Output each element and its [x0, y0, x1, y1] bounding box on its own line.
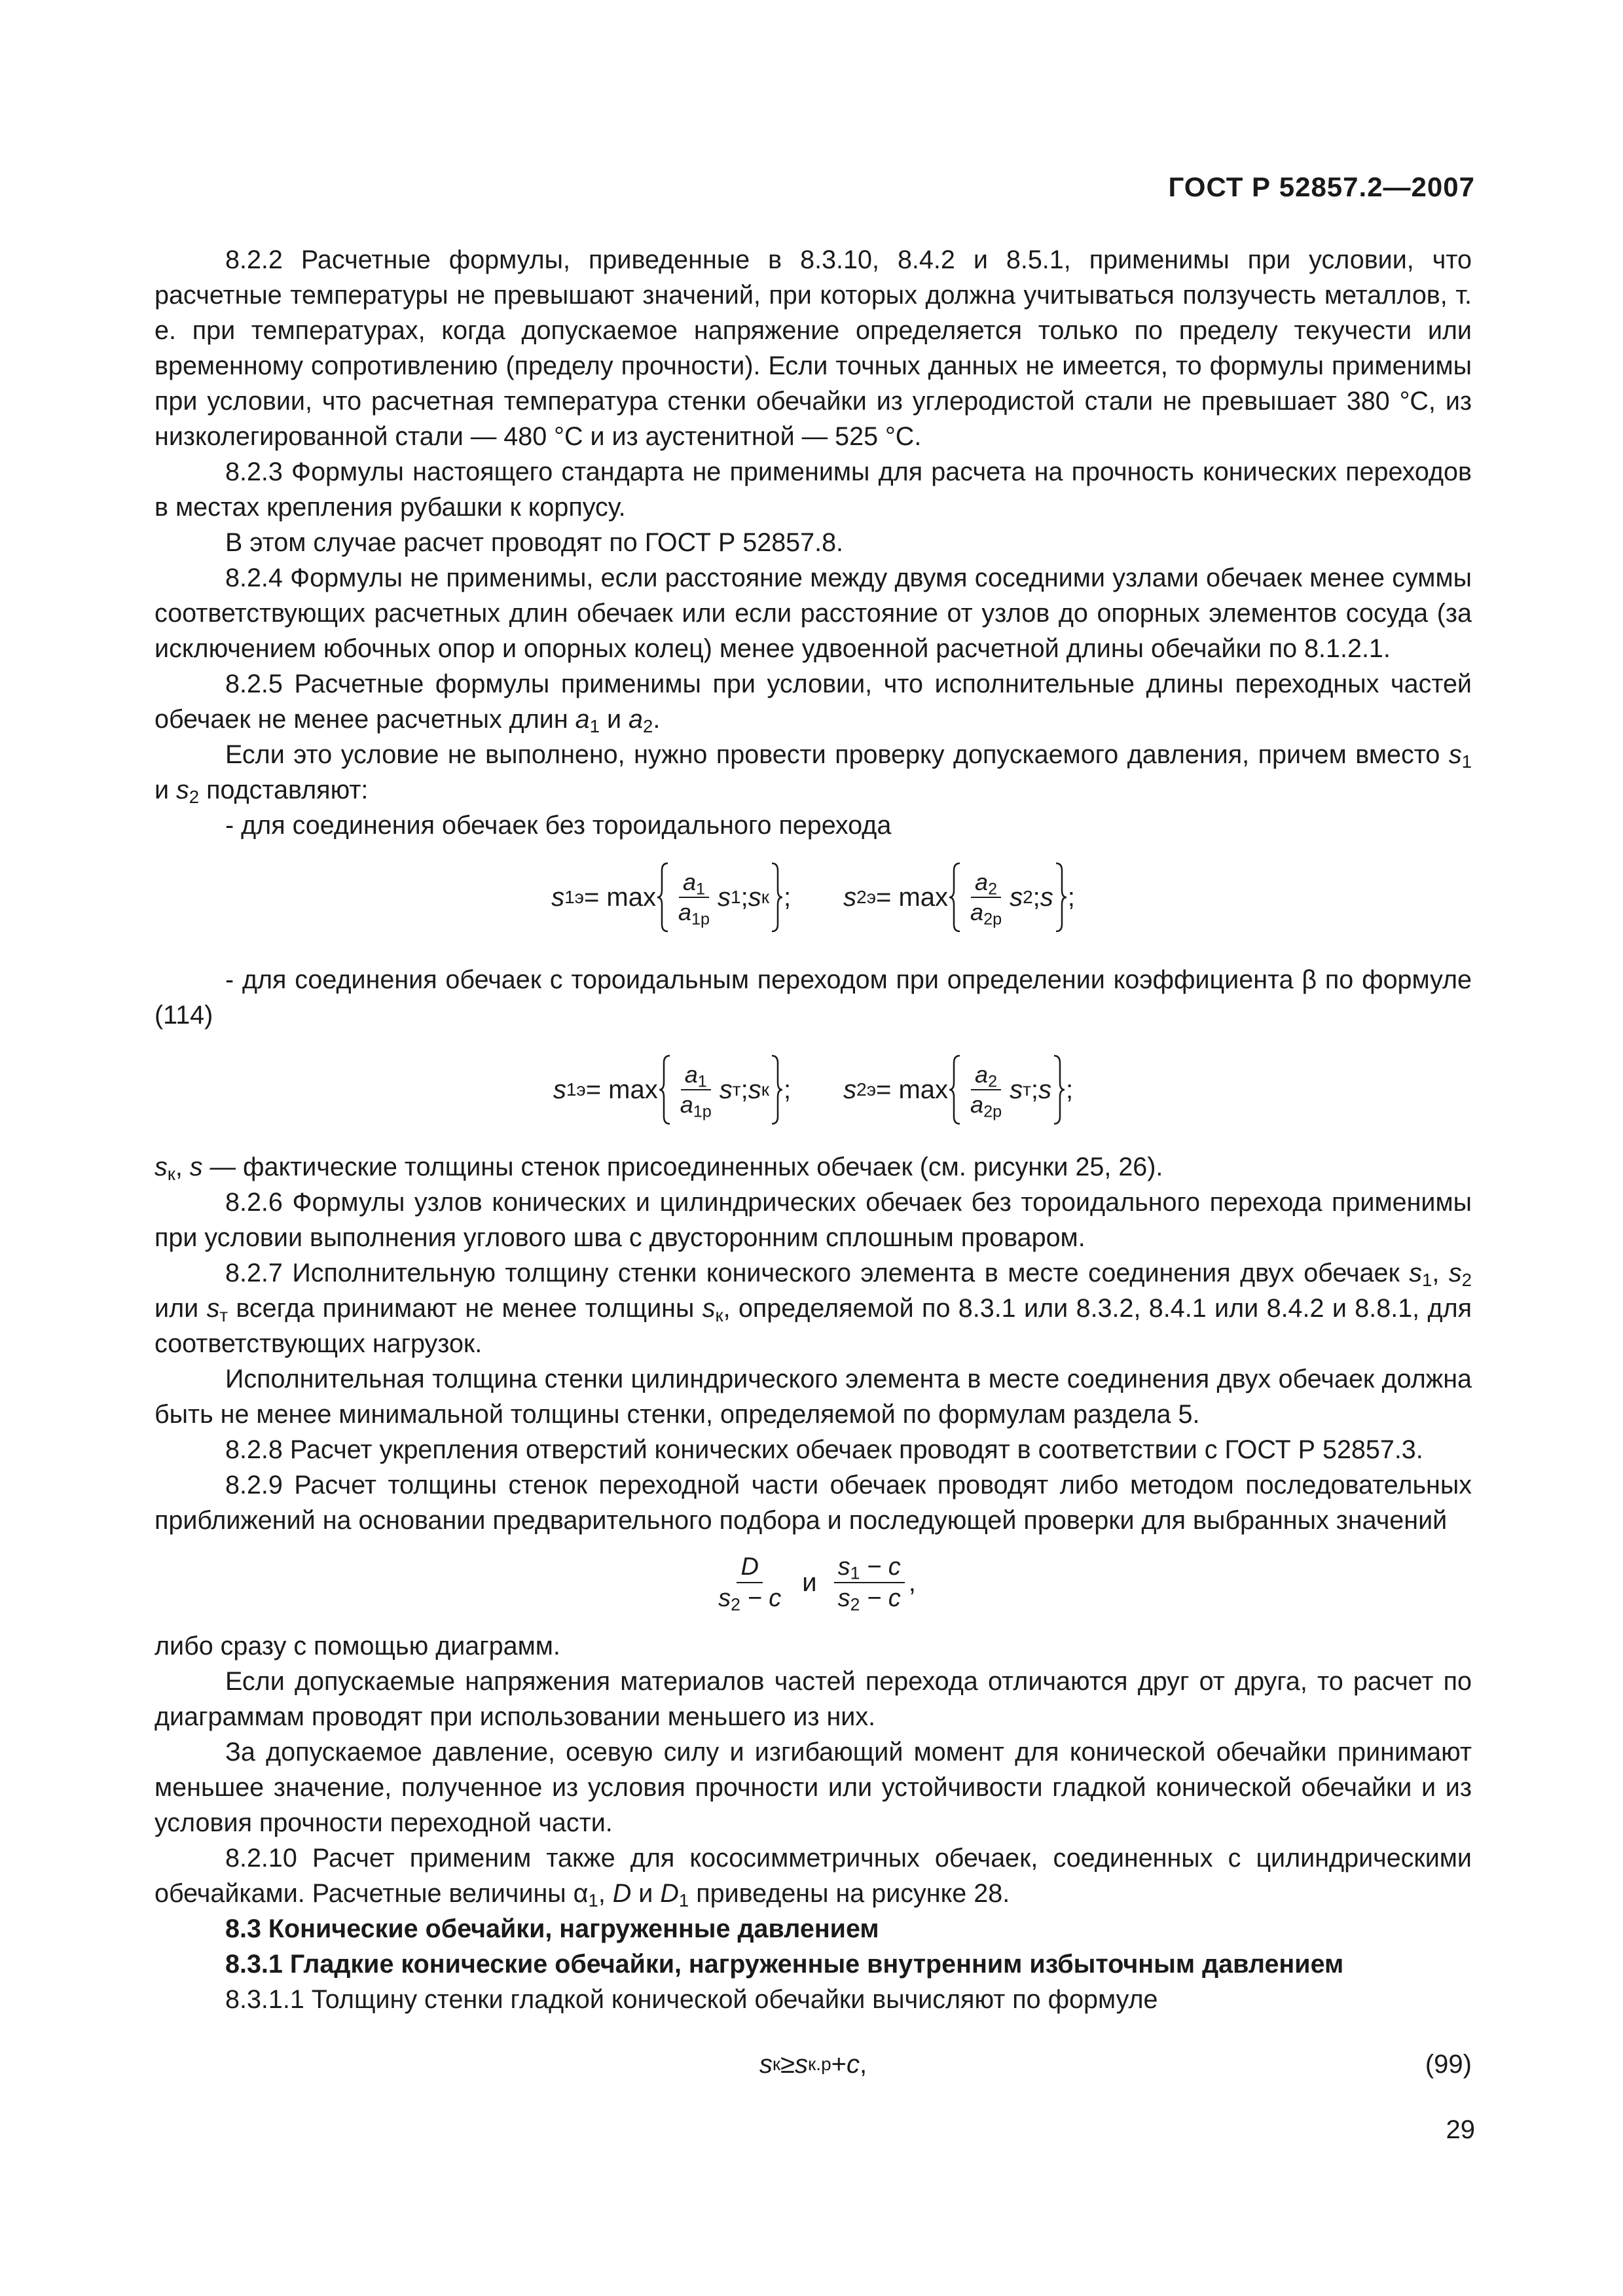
paragraph-stress-different: Если допускаемые напряжения материалов частей перехода отличаются друг от друга, то расчет по диаграммам проводят при использовании меньшего из них. [155, 1667, 1472, 1731]
paragraph-cylindrical-thickness: Исполнительная толщина стенки цилиндрического элемента в месте соединения двух обечаек должна быть не менее минимальной толщины стенки, определяемой по формулам раздела 5. [155, 1365, 1472, 1429]
section-heading-8-3: 8.3 Конические обечайки, нагруженные давлением [225, 1914, 879, 1943]
fraction: $\frac{a_2}{a_{2р}}$ [970, 869, 1002, 929]
paragraph-gost-ref: В этом случае расчет проводят по ГОСТ Р 52857.8. [225, 528, 844, 557]
formula-eq2 [155, 1041, 1472, 1139]
page-number: 29 [1446, 2115, 1475, 2144]
right-brace-icon [769, 861, 784, 933]
fraction-d-over-s2c: $\frac{D}{s_2 - c}$ [718, 1553, 782, 1615]
brace-group: $\frac{a_2}{a_{2р}}$ s 2 ; s [948, 861, 1068, 933]
formula-eq1-left: s 1э = max $\frac{a_1}{a_{1р}}$ s 1 ; s к ; [551, 861, 791, 933]
paragraph-diagrams: либо сразу с помощью диаграмм. [155, 1632, 560, 1660]
right-brace-icon [769, 1054, 784, 1126]
brace-group: $\frac{a_2}{a_{2р}}$ s т ; s [948, 1054, 1066, 1126]
right-brace-icon [1051, 1054, 1066, 1126]
fraction: $\frac{a_1}{a_{1р}}$ [678, 869, 710, 929]
paragraph-with-toroidal: - для соединения обечаек с тороидальным переходом при определении коэффициента β по формуле (114) [155, 965, 1472, 1030]
subsection-heading-8-3-1: 8.3.1 Гладкие конические обечайки, нагруженные внутренним избыточным давлением [225, 1950, 1344, 1979]
formula-eq3: $\frac{D}{s_2 - c}$ и $\frac{s_1 - c}{s_2 - c}$ , [155, 1541, 1472, 1624]
formula-eq1 [155, 848, 1472, 946]
right-brace-icon [1053, 861, 1068, 933]
paragraph-no-toroidal: - для соединения обечаек без тороидального перехода [225, 811, 892, 840]
paragraph-condition-not-met: Если это условие не выполнено, нужно провести проверку допускаемого давления, причем вместо $s_1$ и $s_2$ подставляют: [155, 740, 1472, 807]
left-brace-icon [658, 1054, 672, 1126]
formula-eq2-left: s 1э = max $\frac{a_1}{a_{1р}}$ s т ; s к ; [553, 1054, 791, 1126]
paragraph-8-2-5: 8.2.5 Расчетные формулы применимы при условии, что исполнительные длины переходных частей обечаек не менее расчетных длин $a_1$ и $a_2$. [155, 670, 1472, 736]
paragraph-8-2-10: 8.2.10 Расчет применим также для кососимметричных обечаек, соединенных с цилиндрическими обечайками. Расчетные величины $\alpha_1$, D и $D_1$ приведены на рисунке 28. [155, 1844, 1472, 1910]
equation-number: (99) [1425, 2050, 1472, 2079]
document-body [155, 242, 1472, 2097]
brace-group: $\frac{a_1}{a_{1р}}$ s т ; s к [658, 1054, 784, 1126]
paragraph-8-2-3: 8.2.3 Формулы настоящего стандарта не применимы для расчета на прочность конических переходов в местах крепления рубашки к корпусу. [155, 457, 1472, 522]
formula-99: s к ≥ s к.р + c , (99) [759, 2050, 1472, 2079]
fraction: $\frac{a_1}{a_{1р}}$ [680, 1061, 712, 1121]
left-brace-icon [948, 861, 962, 933]
left-brace-icon [656, 861, 670, 933]
paragraph-8-2-6: 8.2.6 Формулы узлов конических и цилиндрических обечаек без тороидального перехода применимы при условии выполнения углового шва с двусторонним сплошным проваром. [155, 1188, 1472, 1252]
document-header: ГОСТ Р 52857.2—2007 [1168, 171, 1475, 202]
paragraph-allowable-pressure: За допускаемое давление, осевую силу и изгибающий момент для конической обечайки принимают меньшее значение, полученное из условия прочности или устойчивости гладкой конической обечайки и из условия прочности переходной части. [155, 1738, 1472, 1837]
paragraph-8-2-7: 8.2.7 Исполнительную толщину стенки конического элемента в месте соединения двух обечаек $s_1$, $s_2$ или $s_т$ всегда принимают не менее толщины $s_к$, определяемой по 8.3.1 или 8.3.2, 8.4.1 или 8.4.2 и 8.8.1, для соответствующих нагрузок. [155, 1259, 1472, 1358]
paragraph-8-2-8: 8.2.8 Расчет укрепления отверстий конических обечаек проводят в соответствии с ГОСТ Р 52857.3. [225, 1435, 1423, 1464]
fraction-s1c-over-s2c: $\frac{s_1 - c}{s_2 - c}$ [834, 1554, 905, 1611]
paragraph-8-3-1-1: 8.3.1.1 Толщину стенки гладкой конической обечайки вычисляют по формуле [225, 1985, 1158, 2014]
paragraph-8-2-9: 8.2.9 Расчет толщины стенок переходной части обечаек проводят либо методом последовательных приближений на основании предварительного подбора и последующей проверки для выбранных значений [155, 1471, 1472, 1535]
brace-group: $\frac{a_1}{a_{1р}}$ s 1 ; s к [656, 861, 784, 933]
paragraph-8-2-4: 8.2.4 Формулы не применимы, если расстояние между двумя соседними узлами обечаек менее суммы соответствующих расчетных длин обечаек или если расстояние от узлов до опорных элементов сосуда (за исключением юбочных опор и опорных колец) менее удвоенной расчетной длины обечайки по 8.1.2.1. [155, 564, 1472, 663]
left-brace-icon [948, 1054, 962, 1126]
fraction: $\frac{a_2}{a_{2р}}$ [970, 1061, 1002, 1121]
paragraph-8-2-2: 8.2.2 Расчетные формулы, приведенные в 8.3.10, 8.4.2 и 8.5.1, применимы при условии, что расчетные температуры не превышают значений, при которых должна учитываться ползучесть металлов, т. е. при температурах, когда допускаемое напряжение определяется только по пределу текучести или временному сопротивлению (пределу прочности). Если точных данных не имеется, то формулы применимы при условии, что расчетная температура стенки обечайки из углеродистой стали не превышает 380 °С, из низколегированной стали — 480 °С и из аустенитной — 525 °С. [155, 245, 1472, 451]
paragraph-thickness-definition: $s_к$, s — фактические толщины стенок присоединенных обечаек (см. рисунки 25, 26). [155, 1153, 1163, 1184]
formula-eq2-right: s 2э = max $\frac{a_2}{a_{2р}}$ s т ; s ; [843, 1054, 1073, 1126]
formula-eq1-right: s 2э = max $\frac{a_2}{a_{2р}}$ s 2 ; s ; [843, 861, 1075, 933]
